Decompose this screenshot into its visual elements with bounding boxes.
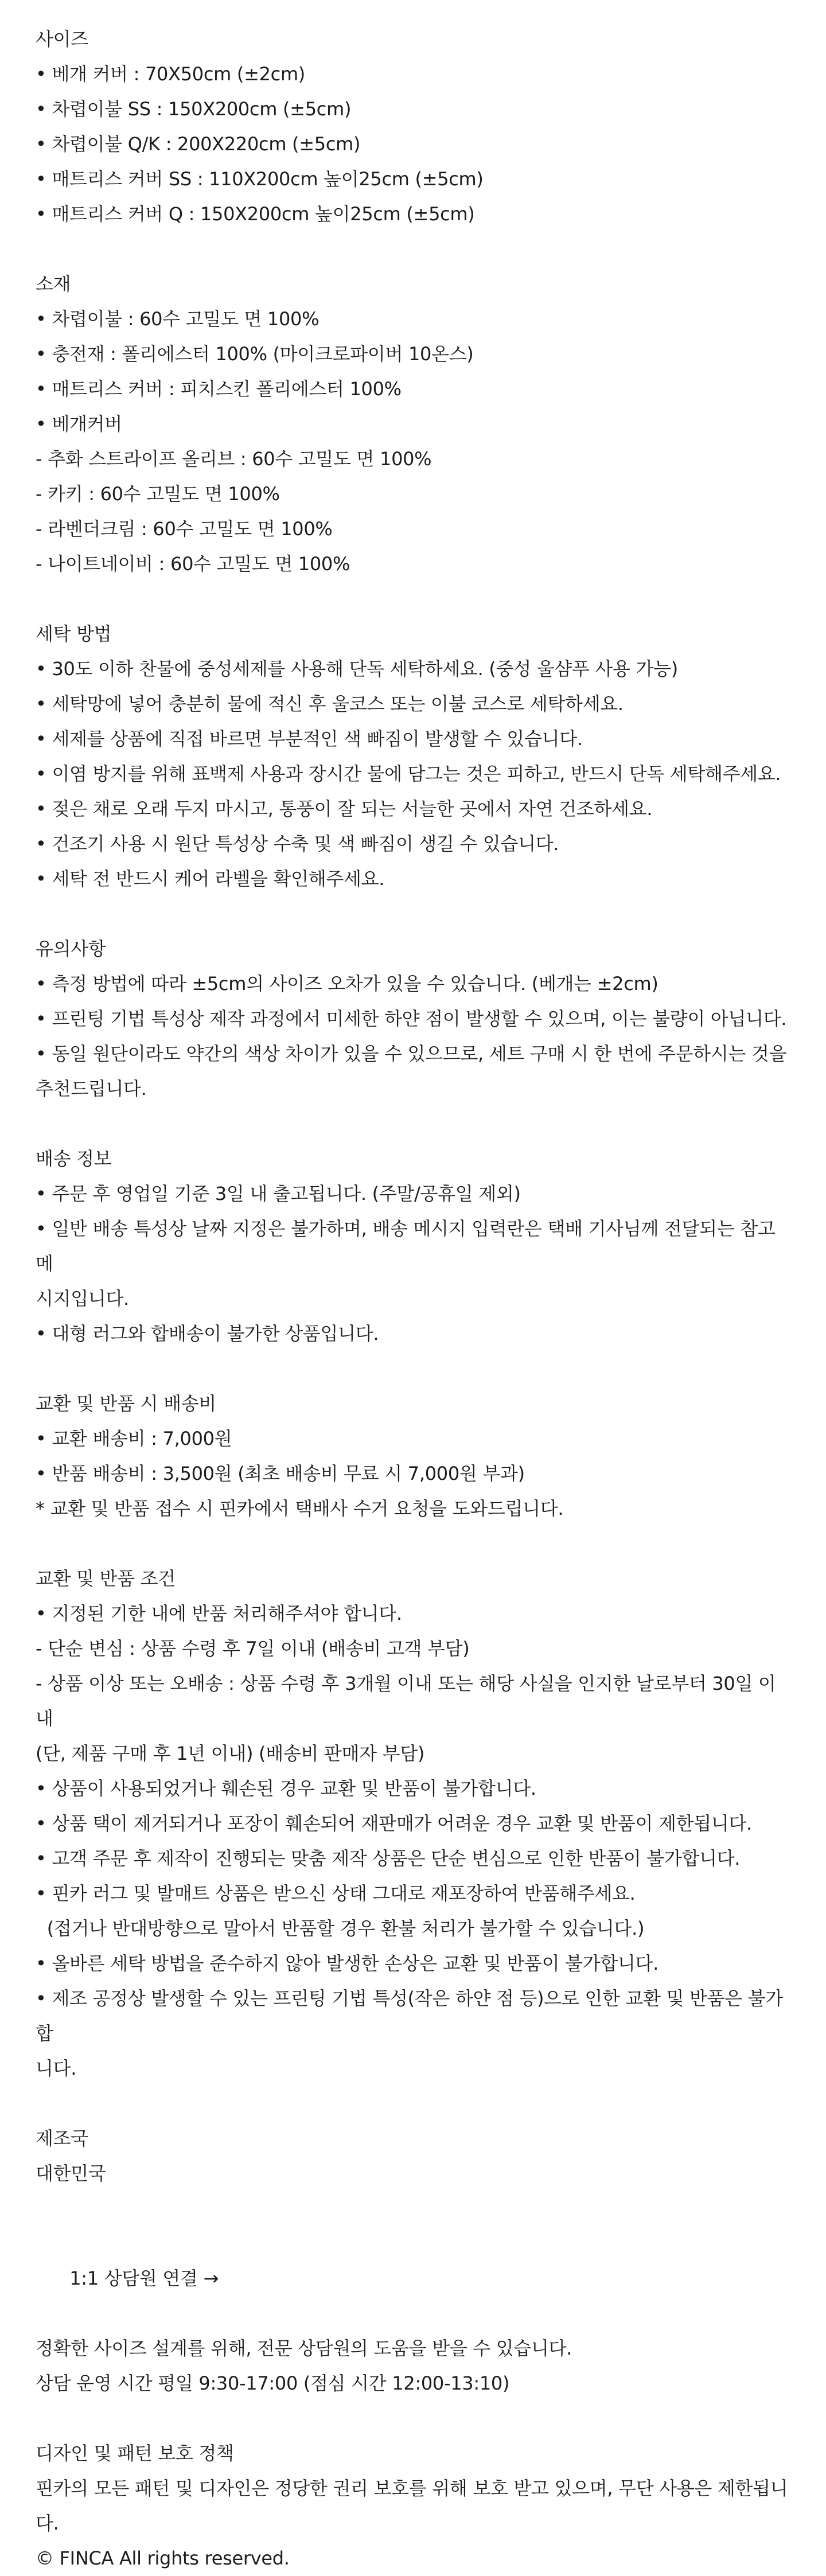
return-fee-line: • 반품 배송비 : 3,500원 (최초 배송비 무료 시 7,000원 부과) xyxy=(36,1463,525,1484)
size-line: • 매트리스 커버 Q : 150X200cm 높이25cm (±5cm) xyxy=(36,203,475,225)
return-conditions-heading: 교환 및 반품 조건 xyxy=(36,1568,176,1589)
return-fee-line: * 교환 및 반품 접수 시 핀카에서 택배사 수거 요청을 도와드립니다. xyxy=(36,1498,564,1519)
washing-heading: 세탁 방법 xyxy=(36,623,112,645)
washing-line: • 젖은 채로 오래 두지 마시고, 통풍이 잘 되는 서늘한 곳에서 자연 건조하세요. xyxy=(36,798,653,820)
origin-heading: 제조국 xyxy=(36,2127,88,2149)
material-line: • 차렵이불 : 60수 고밀도 면 100% xyxy=(36,308,320,330)
design-policy-section xyxy=(36,2436,790,2576)
consult-line: 정확한 사이즈 설계를 위해, 전문 상담원의 도움을 받을 수 있습니다. xyxy=(36,2337,572,2359)
design-policy-line: 핀카의 모든 패턴 및 디자인은 정당한 권리 보호를 위해 보호 받고 있으며, 무단 사용은 제한됩니 xyxy=(36,2477,788,2499)
size-heading: 사이즈 xyxy=(36,28,88,50)
material-line: • 매트리스 커버 : 피치스킨 폴리에스터 100% xyxy=(36,378,402,400)
consult-link[interactable]: 1:1 상담원 연결 → xyxy=(69,2267,219,2289)
caution-heading: 유의사항 xyxy=(36,938,106,960)
shipping-section xyxy=(36,1141,790,1351)
material-section xyxy=(36,267,790,582)
consult-hours: 상담 운영 시간 평일 9:30-17:00 (점심 시간 12:00-13:10) xyxy=(36,2372,510,2394)
material-line: - 나이트네이비 : 60수 고밀도 면 100% xyxy=(36,553,350,575)
origin-section xyxy=(36,2121,790,2191)
shipping-heading: 배송 정보 xyxy=(36,1148,112,1170)
shipping-line: • 일반 배송 특성상 날짜 지정은 불가하며, 배송 메시지 입력란은 택배 기사님께 전달되는 참고 메 xyxy=(36,1218,781,1275)
return-conditions-line: • 상품이 사용되었거나 훼손된 경우 교환 및 반품이 불가합니다. xyxy=(36,1778,536,1799)
caution-section xyxy=(36,932,790,1106)
washing-line: • 30도 이하 찬물에 중성세제를 사용해 단독 세탁하세요. (중성 울샴푸 사용 가능) xyxy=(36,658,678,680)
return-fee-line: • 교환 배송비 : 7,000원 xyxy=(36,1428,232,1449)
washing-line: • 이염 방지를 위해 표백제 사용과 장시간 물에 담그는 것은 피하고, 반드시 단독 세탁해주세요. xyxy=(36,763,781,785)
return-conditions-line: • 핀카 러그 및 발매트 상품은 받으신 상태 그대로 재포장하여 반품해주세요. xyxy=(36,1883,636,1904)
design-policy-heading: 디자인 및 패턴 보호 정책 xyxy=(36,2442,234,2464)
return-conditions-section xyxy=(36,1561,790,2086)
copyright-text: © FINCA All rights reserved. xyxy=(36,2547,290,2569)
consult-section xyxy=(36,2226,790,2401)
shipping-line: 시지입니다. xyxy=(36,1288,129,1310)
return-conditions-line: • 고객 주문 후 제작이 진행되는 맞춤 제작 상품은 단순 변심으로 인한 반품이 불가합니다. xyxy=(36,1848,741,1869)
size-line: • 베개 커버 : 70X50cm (±2cm) xyxy=(36,63,305,85)
washing-line: • 세탁 전 반드시 케어 라벨을 확인해주세요. xyxy=(36,868,385,890)
shipping-line: • 주문 후 영업일 기준 3일 내 출고됩니다. (주말/공휴일 제외) xyxy=(36,1183,521,1205)
material-line: • 베개커버 xyxy=(36,413,122,435)
material-heading: 소재 xyxy=(36,273,71,295)
return-conditions-line: • 상품 택이 제거되거나 포장이 훼손되어 재판매가 어려운 경우 교환 및 반품이 제한됩니다. xyxy=(36,1813,752,1834)
size-line: • 차렵이불 Q/K : 200X220cm (±5cm) xyxy=(36,133,361,155)
return-conditions-line: (접거나 반대방향으로 말아서 반품할 경우 환불 처리가 불가할 수 있습니다.) xyxy=(36,1918,645,1939)
caution-line: • 프린팅 기법 특성상 제작 과정에서 미세한 하얀 점이 발생할 수 있으며, 이는 불량이 아닙니다. xyxy=(36,1008,787,1030)
return-conditions-line: • 지정된 기한 내에 반품 처리해주셔야 합니다. xyxy=(36,1603,402,1624)
return-conditions-line: (단, 제품 구매 후 1년 이내) (배송비 판매자 부담) xyxy=(36,1743,425,1764)
material-line: - 카키 : 60수 고밀도 면 100% xyxy=(36,483,280,505)
size-line: • 차렵이불 SS : 150X200cm (±5cm) xyxy=(36,98,352,120)
material-line: • 충전재 : 폴리에스터 100% (마이크로파이버 10온스) xyxy=(36,343,474,365)
washing-line: • 세제를 상품에 직접 바르면 부분적인 색 빠짐이 발생할 수 있습니다. xyxy=(36,728,583,750)
material-line: - 라벤더크림 : 60수 고밀도 면 100% xyxy=(36,518,333,540)
size-line: • 매트리스 커버 SS : 110X200cm 높이25cm (±5cm) xyxy=(36,168,484,190)
return-conditions-line: • 올바른 세탁 방법을 준수하지 않아 발생한 손상은 교환 및 반품이 불가합니다. xyxy=(36,1953,659,1974)
return-fee-heading: 교환 및 반품 시 배송비 xyxy=(36,1393,216,1414)
washing-section xyxy=(36,617,790,897)
return-conditions-line: • 제조 공정상 발생할 수 있는 프린팅 기법 특성(작은 하얀 점 등)으로 인한 교환 및 반품은 불가합 xyxy=(36,1987,783,2044)
material-line: - 추화 스트라이프 올리브 : 60수 고밀도 면 100% xyxy=(36,448,432,470)
shipping-line: • 대형 러그와 합배송이 불가한 상품입니다. xyxy=(36,1323,379,1344)
caution-line: • 동일 원단이라도 약간의 색상 차이가 있을 수 있으므로, 세트 구매 시 한 번에 주문하시는 것을 xyxy=(36,1043,787,1065)
caution-line: • 측정 방법에 따라 ±5cm의 사이즈 오차가 있을 수 있습니다. (베개는 ±2cm) xyxy=(36,973,659,995)
origin-value: 대한민국 xyxy=(36,2162,106,2184)
return-conditions-line: - 상품 이상 또는 오배송 : 상품 수령 후 3개월 이내 또는 해당 사실을 인지한 날로부터 30일 이내 xyxy=(36,1673,776,1729)
caution-line: 추천드립니다. xyxy=(36,1078,147,1100)
washing-line: • 건조기 사용 시 원단 특성상 수축 및 색 빠짐이 생길 수 있습니다. xyxy=(36,833,559,855)
design-policy-line: 다. xyxy=(36,2512,59,2534)
size-section xyxy=(36,22,790,232)
washing-line: • 세탁망에 넣어 충분히 물에 적신 후 울코스 또는 이불 코스로 세탁하세요. xyxy=(36,693,624,715)
return-conditions-line: 니다. xyxy=(36,2057,77,2079)
return-fee-section xyxy=(36,1386,790,1526)
return-conditions-line: - 단순 변심 : 상품 수령 후 7일 이내 (배송비 고객 부담) xyxy=(36,1638,470,1659)
